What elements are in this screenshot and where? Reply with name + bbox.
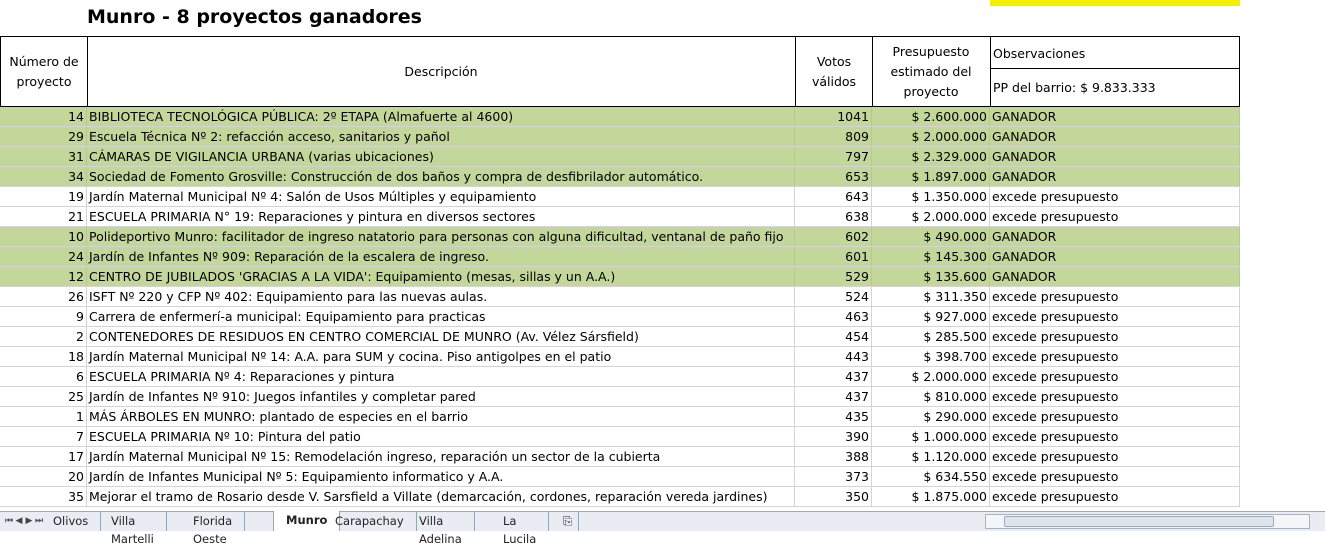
cell-votes[interactable]: 388 xyxy=(795,447,872,466)
next-sheet-icon[interactable]: ▶ xyxy=(25,516,33,526)
cell-observations[interactable]: excede presupuesto xyxy=(990,187,1240,206)
tab-munro[interactable]: Munro xyxy=(273,511,340,531)
table-row[interactable] xyxy=(0,107,1240,127)
table-row[interactable] xyxy=(0,127,1240,147)
table-row[interactable] xyxy=(0,207,1240,227)
cell-description[interactable]: Jardín Maternal Municipal Nº 15: Remodelación ingreso, reparación un sector de la cubierta xyxy=(87,447,795,466)
cell-project-number[interactable]: 25 xyxy=(0,387,87,406)
cell-budget[interactable]: $ 634.550 xyxy=(872,467,990,486)
cell-description[interactable]: BIBLIOTECA TECNOLÓGICA PÚBLICA: 2º ETAPA (Almafuerte al 4600) xyxy=(87,107,795,126)
sheet-tab-bar xyxy=(0,511,1325,546)
cell-project-number[interactable]: 9 xyxy=(0,307,87,326)
header-votes[interactable]: Votos válidos xyxy=(811,54,857,89)
cell-votes[interactable]: 443 xyxy=(795,347,872,366)
cell-observations[interactable]: excede presupuesto xyxy=(990,207,1240,226)
horizontal-scrollbar[interactable] xyxy=(985,514,1310,529)
cell-project-number[interactable]: 1 xyxy=(0,407,87,426)
cell-project-number[interactable]: 35 xyxy=(0,487,87,506)
cell-description[interactable]: CENTRO DE JUBILADOS 'GRACIAS A LA VIDA': Equipamiento (mesas, sillas y un A.A.) xyxy=(87,267,795,286)
header-divider xyxy=(990,68,1240,69)
cell-budget[interactable]: $ 1.000.000 xyxy=(872,427,990,446)
cell-budget[interactable]: $ 311.350 xyxy=(872,287,990,306)
cell-budget[interactable]: $ 1.120.000 xyxy=(872,447,990,466)
header-budget[interactable]: Presupuesto estimado del proyecto xyxy=(890,44,972,99)
cell-project-number[interactable]: 12 xyxy=(0,267,87,286)
prev-sheet-icon[interactable]: ◀ xyxy=(15,516,23,526)
cell-observations[interactable]: excede presupuesto xyxy=(990,327,1240,346)
table-row[interactable] xyxy=(0,167,1240,187)
cell-description[interactable]: CONTENEDORES DE RESIDUOS EN CENTRO COMERCIAL DE MUNRO (Av. Vélez Sársfield) xyxy=(87,327,795,346)
table-row[interactable] xyxy=(0,247,1240,267)
cell-project-number[interactable]: 10 xyxy=(0,227,87,246)
cell-description[interactable]: Sociedad de Fomento Grosville: Construcción de dos baños y compra de desfibrilador automático. xyxy=(87,167,795,186)
table-row[interactable] xyxy=(0,487,1240,507)
cell-observations[interactable]: excede presupuesto xyxy=(990,347,1240,366)
cell-budget[interactable]: $ 290.000 xyxy=(872,407,990,426)
cell-project-number[interactable]: 19 xyxy=(0,187,87,206)
pp-barrio-cell[interactable]: PP del barrio: $ 9.833.333 xyxy=(993,80,1156,95)
cell-votes[interactable]: 638 xyxy=(795,207,872,226)
table-row[interactable] xyxy=(0,447,1240,467)
table-row[interactable] xyxy=(0,147,1240,167)
table-row[interactable] xyxy=(0,407,1240,427)
cell-project-number[interactable]: 17 xyxy=(0,447,87,466)
cell-description[interactable]: Polideportivo Munro: facilitador de ingreso natatorio para personas con alguna dificultad, ventanal de paño fijo xyxy=(87,227,795,246)
cell-votes[interactable]: 373 xyxy=(795,467,872,486)
tab-villa-martelli[interactable]: Villa Martelli xyxy=(99,512,167,531)
insert-sheet-icon[interactable]: ⎘ xyxy=(557,512,579,531)
table-row[interactable] xyxy=(0,367,1240,387)
tab-villa-adelina[interactable]: Villa Adelina xyxy=(407,512,475,531)
cell-votes[interactable]: 643 xyxy=(795,187,872,206)
cell-observations[interactable]: excede presupuesto xyxy=(990,307,1240,326)
cell-budget[interactable]: $ 490.000 xyxy=(872,227,990,246)
header-description[interactable]: Descripción xyxy=(404,64,478,79)
cell-project-number[interactable]: 31 xyxy=(0,147,87,166)
cell-budget[interactable]: $ 145.300 xyxy=(872,247,990,266)
cell-budget[interactable]: $ 810.000 xyxy=(872,387,990,406)
sheet-title[interactable]: Munro - 8 proyectos ganadores xyxy=(87,6,422,28)
last-sheet-icon[interactable]: ⏭ xyxy=(34,516,44,526)
cell-project-number[interactable]: 24 xyxy=(0,247,87,266)
scrollbar-thumb[interactable] xyxy=(1004,516,1274,527)
tab-olivos[interactable]: Olivos xyxy=(41,512,101,531)
cell-votes[interactable]: 454 xyxy=(795,327,872,346)
cell-project-number[interactable]: 14 xyxy=(0,107,87,126)
cell-votes[interactable]: 529 xyxy=(795,267,872,286)
first-sheet-icon[interactable]: ⏮ xyxy=(4,516,14,526)
cell-observations[interactable]: GANADOR xyxy=(990,247,1240,266)
cell-budget[interactable]: $ 285.500 xyxy=(872,327,990,346)
header-observations[interactable]: Observaciones xyxy=(993,46,1086,61)
cell-description[interactable]: ESCUELA PRIMARIA Nº 10: Pintura del patio xyxy=(87,427,795,446)
cell-description[interactable]: Jardín Maternal Municipal Nº 14: A.A. para SUM y cocina. Piso antigolpes en el patio xyxy=(87,347,795,366)
cell-observations[interactable]: excede presupuesto xyxy=(990,447,1240,466)
cell-observations[interactable]: excede presupuesto xyxy=(990,367,1240,386)
cell-budget[interactable]: $ 1.897.000 xyxy=(872,167,990,186)
cell-project-number[interactable]: 18 xyxy=(0,347,87,366)
cell-project-number[interactable]: 21 xyxy=(0,207,87,226)
table-row[interactable] xyxy=(0,187,1240,207)
cell-budget[interactable]: $ 135.600 xyxy=(872,267,990,286)
cell-observations[interactable]: GANADOR xyxy=(990,147,1240,166)
cell-project-number[interactable]: 26 xyxy=(0,287,87,306)
cell-votes[interactable]: 601 xyxy=(795,247,872,266)
cell-observations[interactable]: excede presupuesto xyxy=(990,287,1240,306)
cell-budget[interactable]: $ 2.000.000 xyxy=(872,127,990,146)
cell-budget[interactable]: $ 2.000.000 xyxy=(872,367,990,386)
cell-budget[interactable]: $ 398.700 xyxy=(872,347,990,366)
cell-observations[interactable]: GANADOR xyxy=(990,267,1240,286)
tab-florida-oeste[interactable]: Florida Oeste xyxy=(181,512,245,531)
cell-description[interactable]: Jardín de Infantes Nº 910: Juegos infantiles y completar pared xyxy=(87,387,795,406)
cell-votes[interactable]: 350 xyxy=(795,487,872,506)
header-divider xyxy=(990,36,991,107)
cell-project-number[interactable]: 20 xyxy=(0,467,87,486)
cell-observations[interactable]: excede presupuesto xyxy=(990,387,1240,406)
cell-observations[interactable]: GANADOR xyxy=(990,167,1240,186)
cell-project-number[interactable]: 6 xyxy=(0,367,87,386)
table-row[interactable] xyxy=(0,287,1240,307)
cell-description[interactable]: ISFT Nº 220 y CFP Nº 402: Equipamiento para las nuevas aulas. xyxy=(87,287,795,306)
table-row[interactable] xyxy=(0,467,1240,487)
cell-observations[interactable]: excede presupuesto xyxy=(990,467,1240,486)
table-row[interactable] xyxy=(0,327,1240,347)
cell-description[interactable]: Escuela Técnica Nº 2: refacción acceso, sanitarios y pañol xyxy=(87,127,795,146)
cell-description[interactable]: Jardín Maternal Municipal Nº 4: Salón de Usos Múltiples y equipamiento xyxy=(87,187,795,206)
cell-project-number[interactable]: 2 xyxy=(0,327,87,346)
cell-votes[interactable]: 435 xyxy=(795,407,872,426)
header-divider xyxy=(872,36,873,107)
cell-description[interactable]: CÁMARAS DE VIGILANCIA URBANA (varias ubicaciones) xyxy=(87,147,795,166)
table-row[interactable] xyxy=(0,387,1240,407)
cell-observations[interactable]: excede presupuesto xyxy=(990,407,1240,426)
cell-budget[interactable]: $ 2.000.000 xyxy=(872,207,990,226)
cell-observations[interactable]: GANADOR xyxy=(990,227,1240,246)
cell-votes[interactable]: 1041 xyxy=(795,107,872,126)
cell-project-number[interactable]: 7 xyxy=(0,427,87,446)
cell-description[interactable]: MÁS ÁRBOLES EN MUNRO: plantado de especies en el barrio xyxy=(87,407,795,426)
cell-votes[interactable]: 463 xyxy=(795,307,872,326)
cell-votes[interactable]: 653 xyxy=(795,167,872,186)
cell-description[interactable]: Carrera de enfermerí-a municipal: Equipamiento para practicas xyxy=(87,307,795,326)
cell-votes[interactable]: 390 xyxy=(795,427,872,446)
cell-observations[interactable]: excede presupuesto xyxy=(990,487,1240,506)
cell-observations[interactable]: GANADOR xyxy=(990,107,1240,126)
cell-budget[interactable]: $ 2.600.000 xyxy=(872,107,990,126)
cell-budget[interactable]: $ 2.329.000 xyxy=(872,147,990,166)
cell-observations[interactable]: excede presupuesto xyxy=(990,427,1240,446)
cell-votes[interactable]: 809 xyxy=(795,127,872,146)
cell-budget[interactable]: $ 927.000 xyxy=(872,307,990,326)
cell-votes[interactable]: 797 xyxy=(795,147,872,166)
cell-votes[interactable]: 437 xyxy=(795,367,872,386)
cell-project-number[interactable]: 29 xyxy=(0,127,87,146)
cell-votes[interactable]: 437 xyxy=(795,387,872,406)
cell-budget[interactable]: $ 1.875.000 xyxy=(872,487,990,506)
cell-description[interactable]: ESCUELA PRIMARIA N° 19: Reparaciones y pintura en diversos sectores xyxy=(87,207,795,226)
cell-description[interactable]: ESCUELA PRIMARIA Nº 4: Reparaciones y pintura xyxy=(87,367,795,386)
table-row[interactable] xyxy=(0,347,1240,367)
cell-description[interactable]: Jardín de Infantes Nº 909: Reparación de la escalera de ingreso. xyxy=(87,247,795,266)
tab-carapachay[interactable]: Carapachay xyxy=(323,512,417,531)
table-row[interactable] xyxy=(0,427,1240,447)
table-row[interactable] xyxy=(0,267,1240,287)
cell-observations[interactable]: GANADOR xyxy=(990,127,1240,146)
cell-votes[interactable]: 602 xyxy=(795,227,872,246)
cell-budget[interactable]: $ 1.350.000 xyxy=(872,187,990,206)
cell-project-number[interactable]: 34 xyxy=(0,167,87,186)
table-row[interactable] xyxy=(0,307,1240,327)
table-row[interactable] xyxy=(0,227,1240,247)
header-number[interactable]: Número de proyecto xyxy=(9,54,79,89)
cell-description[interactable]: Jardín de Infantes Municipal Nº 5: Equipamiento informatico y A.A. xyxy=(87,467,795,486)
cell-description[interactable]: Mejorar el tramo de Rosario desde V. Sarsfield a Villate (demarcación, cordones, reparación vereda jardines) xyxy=(87,487,795,506)
yellow-highlight-cell xyxy=(990,0,1240,6)
tab-la-lucila[interactable]: La Lucila xyxy=(491,512,549,531)
cell-votes[interactable]: 524 xyxy=(795,287,872,306)
header-divider xyxy=(795,36,796,107)
